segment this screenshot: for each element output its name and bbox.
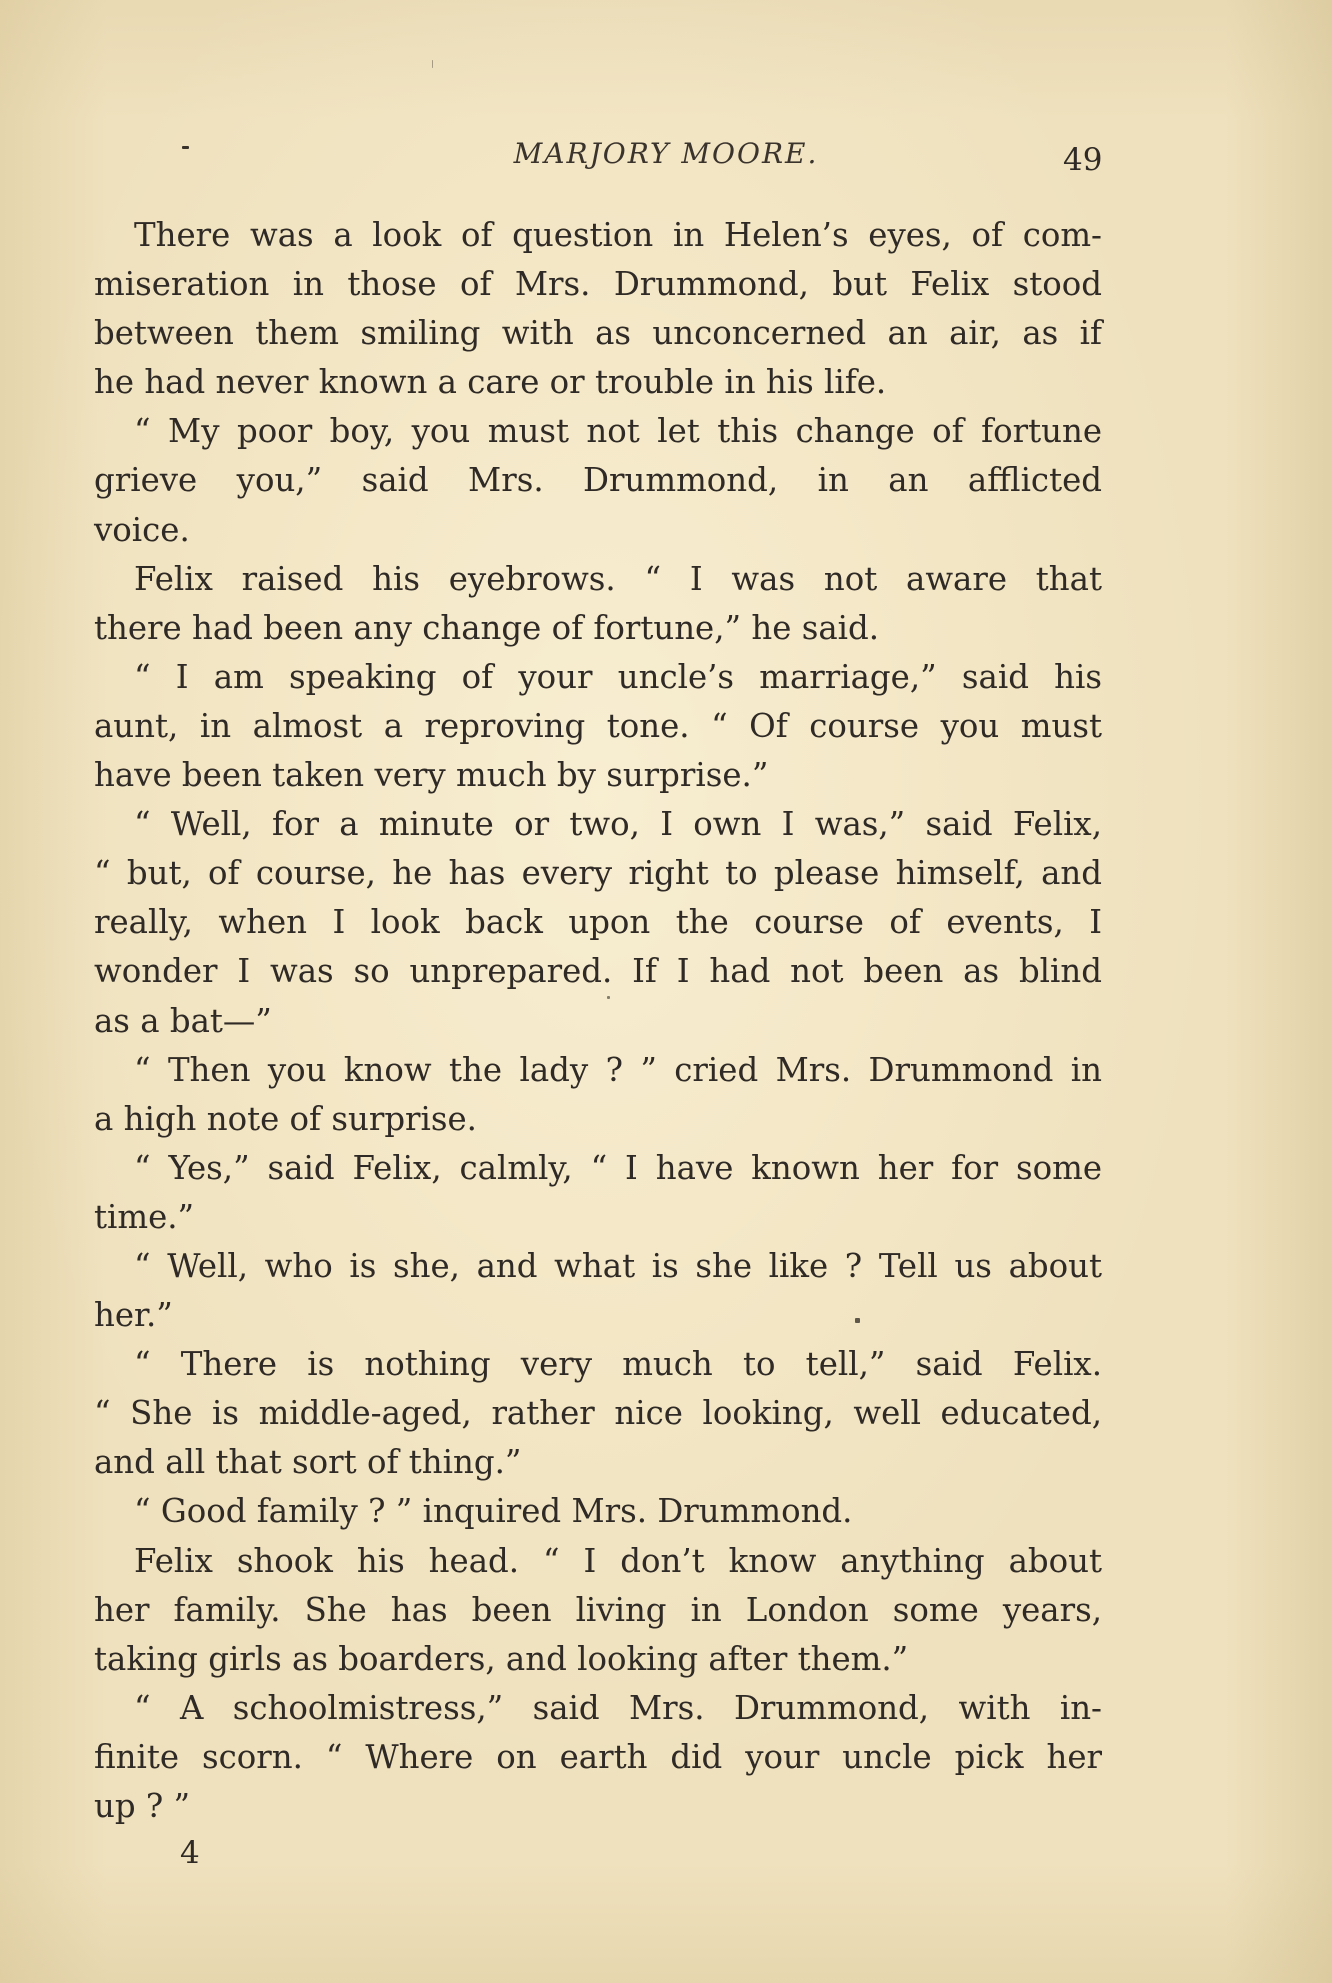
text-line: There was a look of question in Helen’s eyes, of com- xyxy=(134,216,1102,254)
text-line: have been taken very much by surprise.” xyxy=(94,756,769,795)
text-line: “ A schoolmistress,” said Mrs. Drummond, with in- xyxy=(134,1688,1102,1727)
body-text xyxy=(94,211,1102,1831)
text-line: “ There is nothing very much to tell,” said Felix. xyxy=(134,1345,1102,1384)
text-line: “ Good family ? ” inquired Mrs. Drummond. xyxy=(134,1492,853,1531)
text-line: between them smiling with as unconcerned an air, as if xyxy=(94,314,1102,353)
text-line: “ Then you know the lady ? ” cried Mrs. Drummond in xyxy=(134,1050,1102,1089)
text-line: as a bat—” xyxy=(94,1001,272,1040)
text-line: taking girls as boarders, and looking after them.” xyxy=(94,1639,909,1678)
text-line: time.” xyxy=(94,1197,195,1236)
ink-speck xyxy=(432,60,433,68)
text-line: really, when I look back upon the course of events, I xyxy=(94,903,1102,942)
text-line: Felix shook his head. “ I don’t know anything about xyxy=(134,1541,1102,1580)
text-line: voice. xyxy=(94,510,190,549)
text-line: Felix raised his eyebrows. “ I was not aware that xyxy=(134,559,1102,598)
text-line: he had never known a care or trouble in his life. xyxy=(94,363,887,402)
text-line: grieve you,” said Mrs. Drummond, in an afflicted xyxy=(94,461,1102,500)
text-line: miseration in those of Mrs. Drummond, but Felix stood xyxy=(94,265,1102,304)
text-line: “ She is middle-aged, rather nice looking, well educated, xyxy=(94,1394,1102,1433)
text-line: and all that sort of thing.” xyxy=(94,1443,522,1482)
text-line: there had been any change of fortune,” he said. xyxy=(94,608,880,647)
text-line: up ? ” xyxy=(94,1787,191,1825)
text-line: “ Well, for a minute or two, I own I was,” said Felix, xyxy=(134,805,1102,844)
text-line: a high note of surprise. xyxy=(94,1099,477,1138)
text-line: “ Well, who is she, and what is she like ? Tell us about xyxy=(134,1246,1102,1285)
text-line: “ but, of course, he has every right to please himself, and xyxy=(94,854,1102,893)
text-line: “ Yes,” said Felix, calmly, “ I have known her for some xyxy=(134,1148,1102,1187)
text-line: aunt, in almost a reproving tone. “ Of course you must xyxy=(94,706,1102,745)
running-title: MARJORY MOORE. xyxy=(513,137,819,170)
page-number: 49 xyxy=(1063,142,1103,178)
text-line: finite scorn. “ Where on earth did your uncle pick her xyxy=(94,1737,1102,1776)
text-line: wonder I was so unprepared. If I had not been as blind xyxy=(94,952,1102,991)
text-line: her.” xyxy=(94,1296,173,1335)
text-line: “ My poor boy, you must not let this change of fortune xyxy=(134,412,1102,451)
signature-mark: 4 xyxy=(180,1835,200,1871)
text-line: “ I am speaking of your uncle’s marriage,” said his xyxy=(134,657,1102,696)
text-line: her family. She has been living in London some years, xyxy=(94,1590,1102,1629)
